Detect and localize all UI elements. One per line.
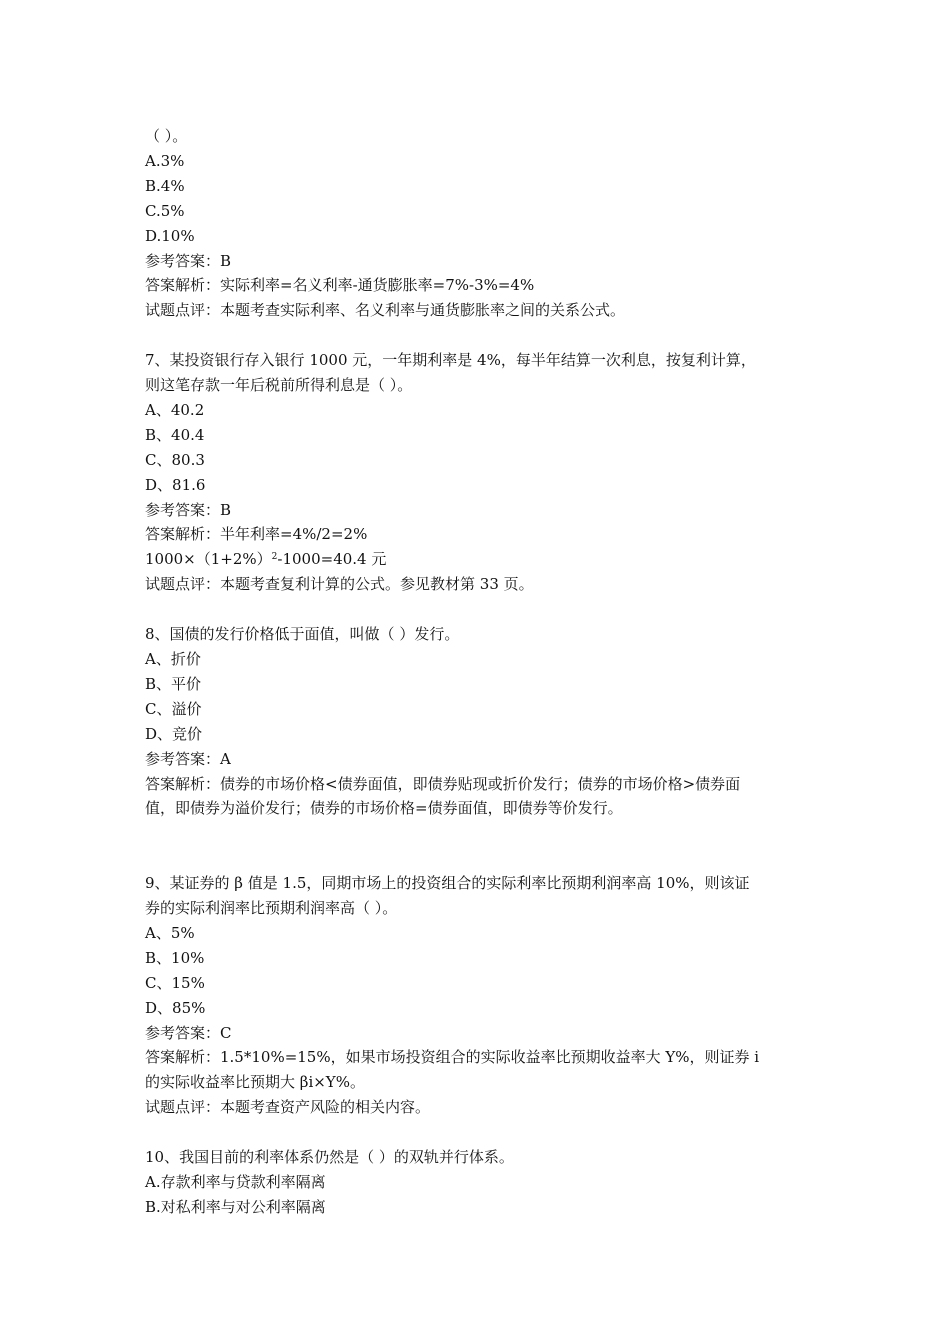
reference-answer: 参考答案：A <box>145 749 231 768</box>
reference-answer: 参考答案：C <box>145 1023 232 1042</box>
spacer <box>145 597 820 622</box>
spacer <box>145 323 820 348</box>
option-a: A、折价 <box>145 650 201 668</box>
option-a: A.存款利率与贷款利率隔离 <box>145 1173 326 1191</box>
option-d: D、85% <box>145 998 206 1017</box>
spacer <box>145 1120 820 1145</box>
formula-base: 1000×（1+2%） <box>145 550 272 569</box>
reference-answer: 参考答案：B <box>145 251 232 270</box>
reference-answer: 参考答案：B <box>145 500 232 519</box>
question-stem-line-2: 则这笔存款一年后税前所得利息是（ ）。 <box>145 376 413 395</box>
formula-result: -1000=40.4 元 <box>277 550 387 569</box>
question-6 <box>145 124 820 323</box>
option-b: B.对私利率与对公利率隔离 <box>145 1197 326 1216</box>
question-stem-end: （ ）。 <box>145 127 188 145</box>
question-8 <box>145 622 820 821</box>
formula-exponent: 2 <box>271 552 278 563</box>
formula-line <box>145 547 820 572</box>
question-7 <box>145 348 820 597</box>
question-comment: 试题点评：本题考查资产风险的相关内容。 <box>145 1098 431 1117</box>
answer-analysis: 答案解析：实际利率=名义利率-通货膨胀率=7%-3%=4% <box>145 276 535 295</box>
option-c: C、80.3 <box>145 450 205 469</box>
answer-analysis-line-2: 的实际收益率比预期大 βi×Y%。 <box>145 1073 365 1092</box>
option-d: D、竞价 <box>145 724 203 743</box>
answer-analysis-line-1: 答案解析：债券的市场价格<债券面值，即债券贴现或折价发行；债券的市场价格>债券面 <box>145 774 741 793</box>
question-stem: 8、国债的发行价格低于面值，叫做（ ）发行。 <box>145 625 460 644</box>
question-stem-line-1: 9、某证券的 β 值是 1.5，同期市场上的投资组合的实际利率比预期利润率高 10%，则该证 <box>145 874 750 893</box>
option-c: C、15% <box>145 973 205 992</box>
question-comment: 试题点评：本题考查复利计算的公式。参见教材第 33 页。 <box>145 575 534 594</box>
question-stem-line-1: 7、某投资银行存入银行 1000 元，一年期利率是 4%，每半年结算一次利息，按复利计算， <box>145 351 756 370</box>
question-stem-line-2: 券的实际利润率比预期利润率高（ ）。 <box>145 899 398 918</box>
answer-analysis-line-1: 答案解析：1.5*10%=15%，如果市场投资组合的实际收益率比预期收益率大 Y%，则证券 i <box>145 1048 760 1067</box>
option-a: A、40.2 <box>145 400 205 419</box>
option-a: A.3% <box>145 151 185 170</box>
option-b: B.4% <box>145 176 185 195</box>
option-a: A、5% <box>145 923 195 942</box>
question-10 <box>145 1145 820 1220</box>
option-c: C.5% <box>145 201 185 220</box>
option-b: B、平价 <box>145 674 202 693</box>
spacer <box>145 821 820 871</box>
option-b: B、10% <box>145 948 205 967</box>
answer-analysis-line-2: 值，即债券为溢价发行；债券的市场价格=债券面值，即债券等价发行。 <box>145 799 623 818</box>
option-c: C、溢价 <box>145 699 202 718</box>
question-stem: 10、我国目前的利率体系仍然是（ ）的双轨并行体系。 <box>145 1148 514 1167</box>
option-b: B、40.4 <box>145 425 205 444</box>
question-comment: 试题点评：本题考查实际利率、名义利率与通货膨胀率之间的关系公式。 <box>145 301 626 320</box>
option-d: D、81.6 <box>145 475 206 494</box>
answer-analysis: 答案解析：半年利率=4%/2=2% <box>145 525 368 544</box>
question-9 <box>145 871 820 1120</box>
option-d: D.10% <box>145 226 195 245</box>
